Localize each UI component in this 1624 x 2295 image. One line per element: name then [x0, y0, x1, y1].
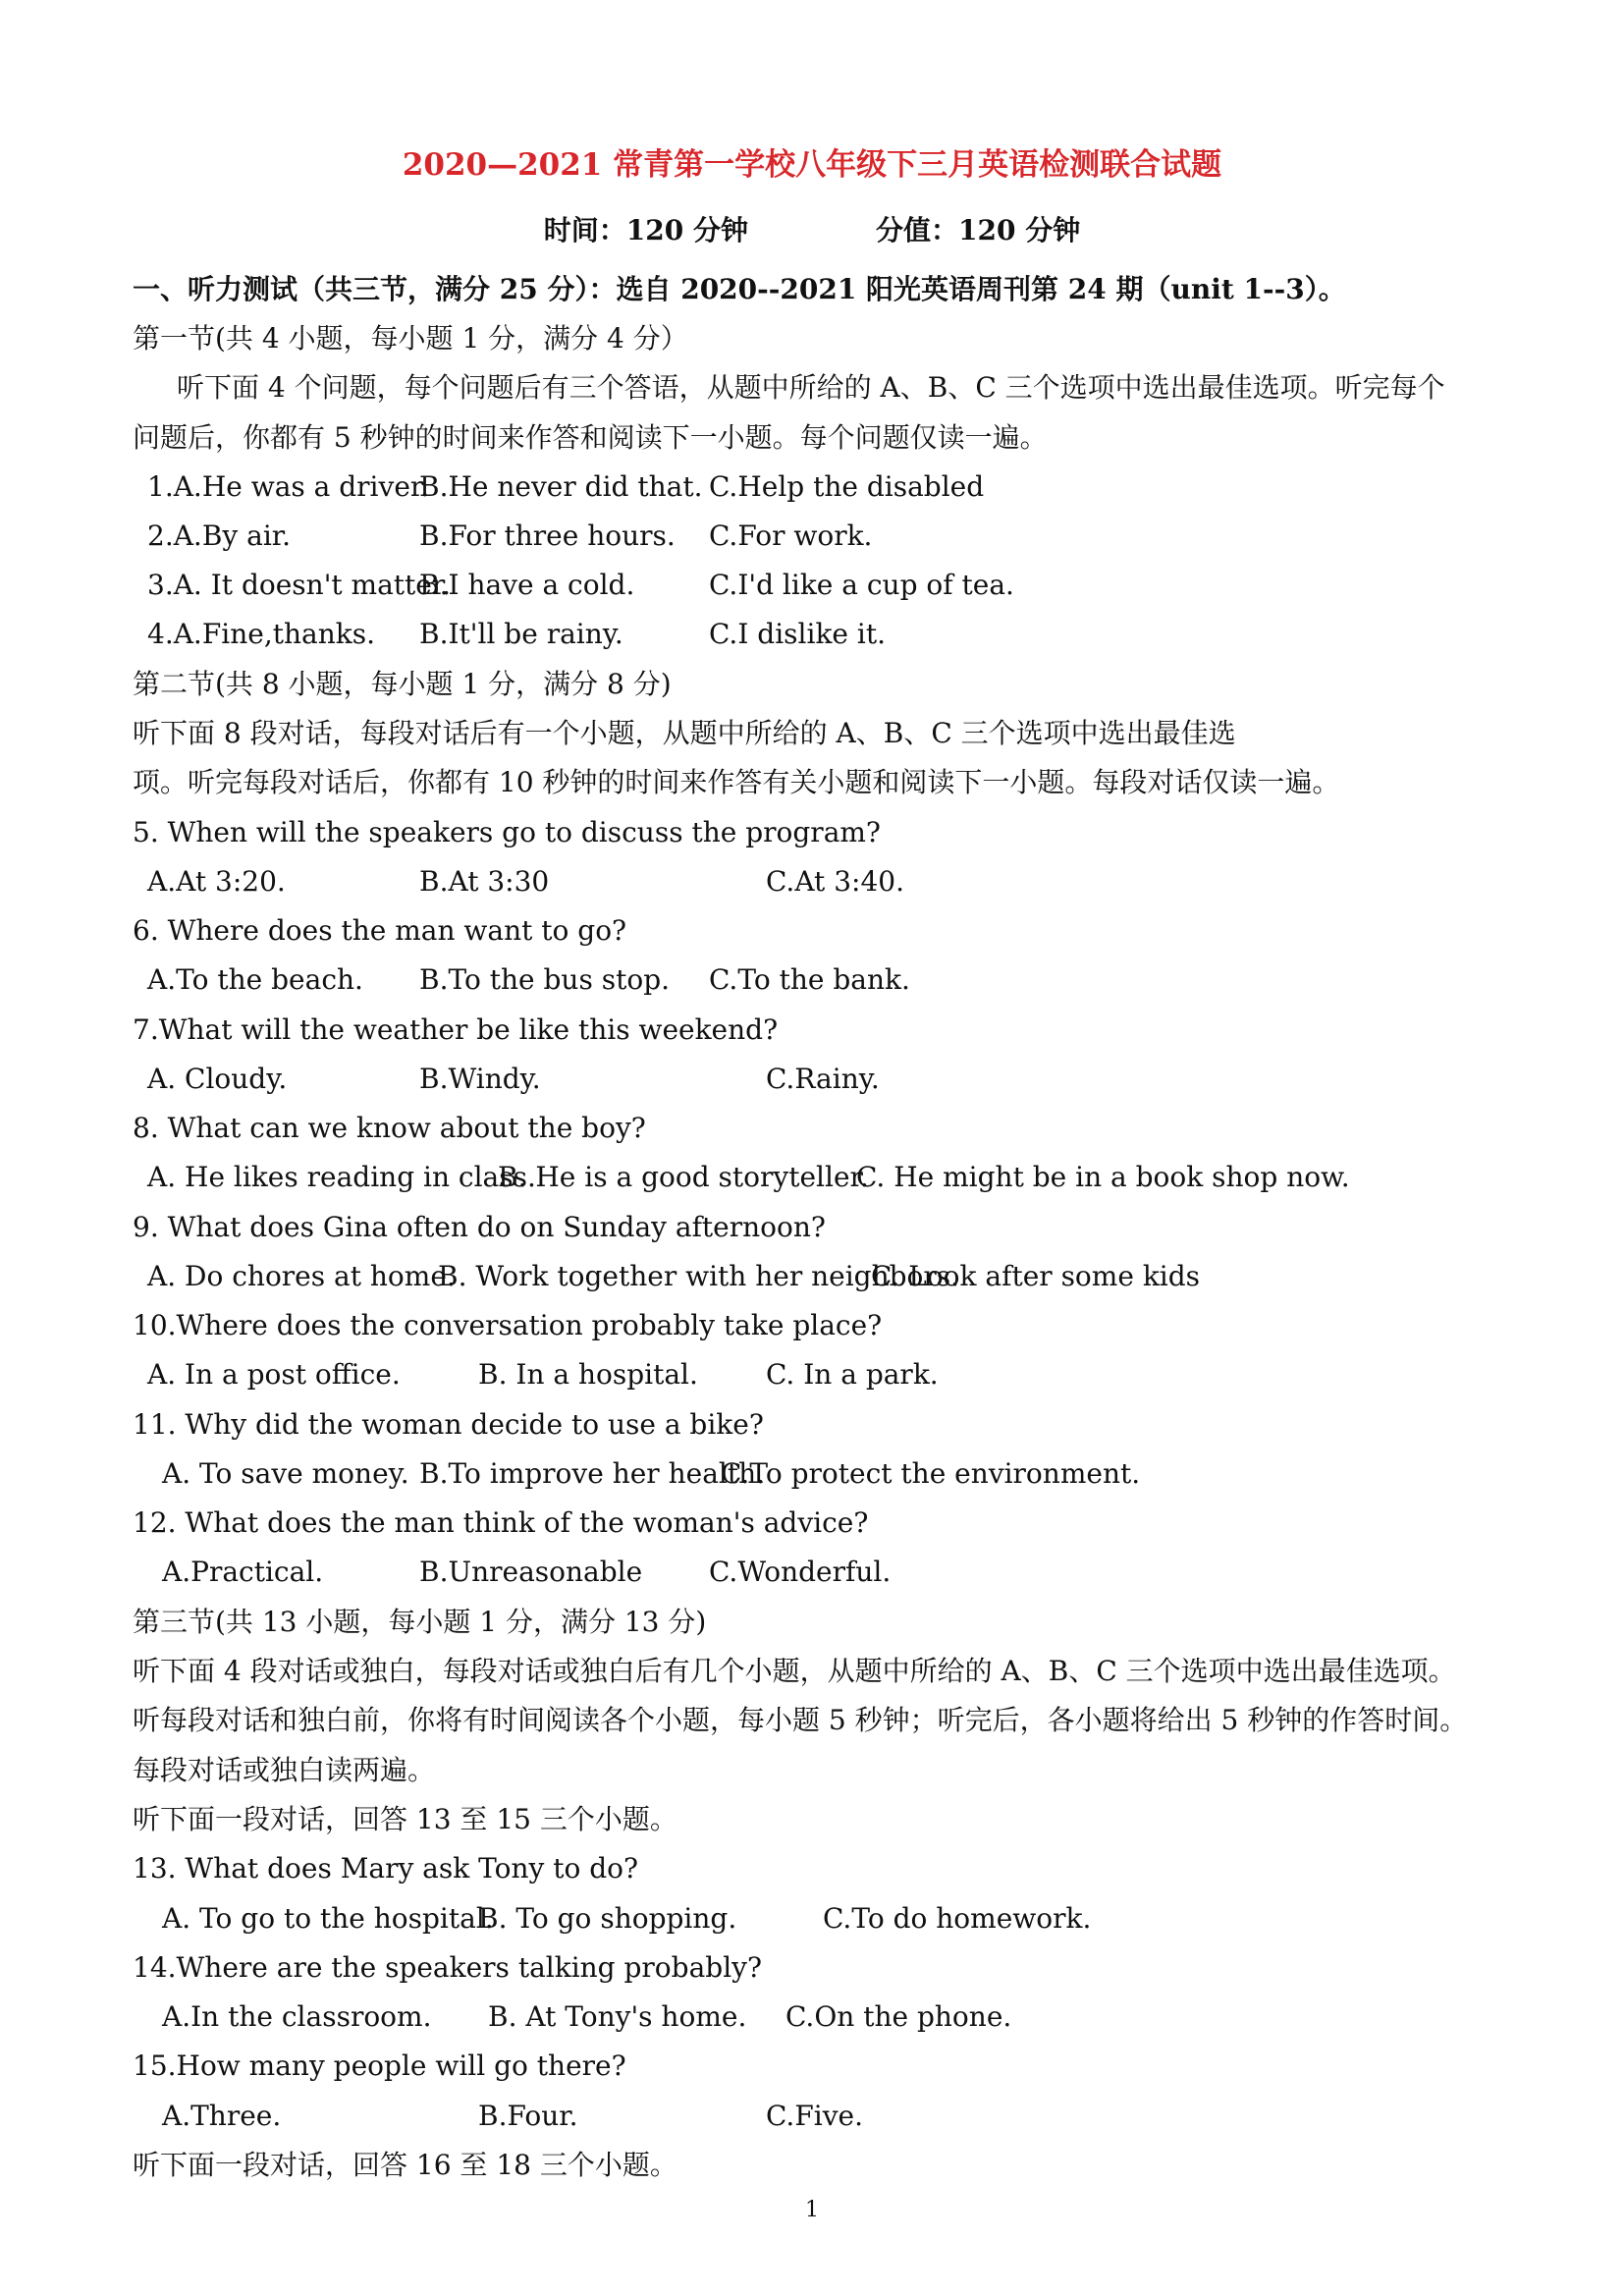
option-a: A. Do chores at home.	[147, 1260, 456, 1292]
option-c: C.On the phone.	[785, 2000, 1012, 2033]
question-5: 5. When will the speakers go to discuss the program?	[133, 816, 881, 848]
section1-title: 第一节(共 4 小题，每小题 1 分，满分 4 分）	[133, 322, 688, 355]
option-c: C.Help the disabled	[709, 470, 985, 503]
option-c: C. He might be in a book shop now.	[856, 1161, 1350, 1193]
option-b: B.Unreasonable	[419, 1556, 643, 1588]
option-a: A. He likes reading in class.	[147, 1161, 536, 1193]
option-a: 1.A.He was a driver.	[147, 470, 430, 503]
option-b: B.He never did that.	[419, 470, 703, 503]
question-11: 11. Why did the woman decide to use a bike?	[133, 1408, 764, 1441]
option-b: B.For three hours.	[419, 519, 676, 552]
part1-heading: 一、听力测试（共三节，满分 25 分）：选自 2020--2021 阳光英语周刊第 24 期（unit 1--3）。	[133, 273, 1346, 305]
option-c: C. In a park.	[766, 1358, 939, 1391]
section1-instruction-1: 听下面 4 个问题，每个问题后有三个答语，从题中所给的 A、B、C 三个选项中选出最佳选项。听完每个	[177, 371, 1445, 404]
time-label: 时间：120 分钟	[543, 214, 748, 246]
option-b: B.Windy.	[419, 1063, 541, 1095]
question-15: 15.How many people will go there?	[133, 2049, 626, 2082]
option-c: C.I dislike it.	[709, 618, 886, 650]
option-a: A.Three.	[162, 2100, 282, 2132]
dialog-2-instruction: 听下面一段对话，回答 16 至 18 三个小题。	[133, 2149, 677, 2181]
question-6: 6. Where does the man want to go?	[133, 914, 627, 947]
option-c: C.At 3:40.	[766, 865, 904, 898]
question-13: 13. What does Mary ask Tony to do?	[133, 1852, 639, 1885]
option-a: A.To the beach.	[147, 963, 363, 996]
section2-instruction-1: 听下面 8 段对话，每段对话后有一个小题，从题中所给的 A、B、C 三个选项中选出最佳选	[133, 717, 1236, 749]
option-a: A.At 3:20.	[147, 865, 286, 898]
option-b: B. To go shopping.	[478, 1902, 737, 1935]
option-b: B.To improve her health.	[419, 1457, 766, 1490]
option-a: A. To go to the hospital.	[162, 1902, 494, 1935]
option-a: A. To save money.	[162, 1457, 409, 1490]
section2-title: 第二节(共 8 小题，每小题 1 分，满分 8 分)	[133, 668, 672, 700]
question-10: 10.Where does the conversation probably take place?	[133, 1309, 883, 1341]
page-number: 1	[805, 2198, 819, 2222]
score-label: 分值：120 分钟	[876, 214, 1081, 246]
exam-meta	[0, 209, 1624, 248]
question-12: 12. What does the man think of the woman's advice?	[133, 1506, 869, 1539]
question-7: 7.What will the weather be like this weekend?	[133, 1013, 779, 1046]
option-a: 4.A.Fine,thanks.	[147, 618, 375, 650]
section3-instruction-1: 听下面 4 段对话或独白，每段对话或独白后有几个小题，从题中所给的 A、B、C 三个选项中选出最佳选项。	[133, 1655, 1456, 1687]
option-b: B.At 3:30	[419, 865, 550, 898]
option-a: A. Cloudy.	[147, 1063, 288, 1095]
option-a: 2.A.By air.	[147, 519, 291, 552]
section1-instruction-2: 问题后，你都有 5 秒钟的时间来作答和阅读下一小题。每个问题仅读一遍。	[133, 421, 1048, 454]
option-c: C.Five.	[766, 2100, 863, 2132]
question-8: 8. What can we know about the boy?	[133, 1112, 646, 1144]
option-c: C.Rainy.	[766, 1063, 880, 1095]
option-b: B.I have a cold.	[419, 569, 635, 601]
option-b: B. In a hospital.	[478, 1358, 698, 1391]
question-14: 14.Where are the speakers talking probably?	[133, 1951, 762, 1984]
option-b: B.It'll be rainy.	[419, 618, 623, 650]
dialog-1-instruction: 听下面一段对话，回答 13 至 15 三个小题。	[133, 1803, 677, 1835]
exam-title: 2020—2021 常青第一学校八年级下三月英语检测联合试题	[402, 147, 1222, 183]
option-a: A.Practical.	[162, 1556, 324, 1588]
option-c: C.For work.	[709, 519, 873, 552]
option-b: B. At Tony's home.	[488, 2000, 747, 2033]
option-c: C.To the bank.	[709, 963, 910, 996]
section3-title: 第三节(共 13 小题，每小题 1 分，满分 13 分)	[133, 1606, 707, 1638]
option-a: A. In a post office.	[147, 1358, 401, 1391]
option-c: C.To do homework.	[823, 1902, 1092, 1935]
option-c: C. Look after some kids	[871, 1260, 1201, 1292]
section3-instruction-2: 听每段对话和独白前，你将有时间阅读各个小题，每小题 5 秒钟；听完后，各小题将给出 5 秒钟的作答时间。	[133, 1704, 1468, 1736]
option-c: C.I'd like a cup of tea.	[709, 569, 1014, 601]
option-b: B. Work together with her neighbors.	[438, 1260, 960, 1292]
section3-instruction-3: 每段对话或独白读两遍。	[133, 1754, 436, 1786]
option-b: B.Four.	[478, 2100, 578, 2132]
option-a: 3.A. It doesn't matter.	[147, 569, 452, 601]
question-9: 9. What does Gina often do on Sunday afternoon?	[133, 1211, 826, 1243]
option-a: A.In the classroom.	[162, 2000, 432, 2033]
section2-instruction-2: 项。听完每段对话后，你都有 10 秒钟的时间来作答有关小题和阅读下一小题。每段对话仅读一遍。	[133, 766, 1340, 798]
option-b: B.To the bus stop.	[419, 963, 671, 996]
option-c: C.Wonderful.	[709, 1556, 892, 1588]
option-b: B. He is a good storyteller.	[498, 1161, 869, 1193]
option-c: C.To protect the environment.	[721, 1457, 1141, 1490]
